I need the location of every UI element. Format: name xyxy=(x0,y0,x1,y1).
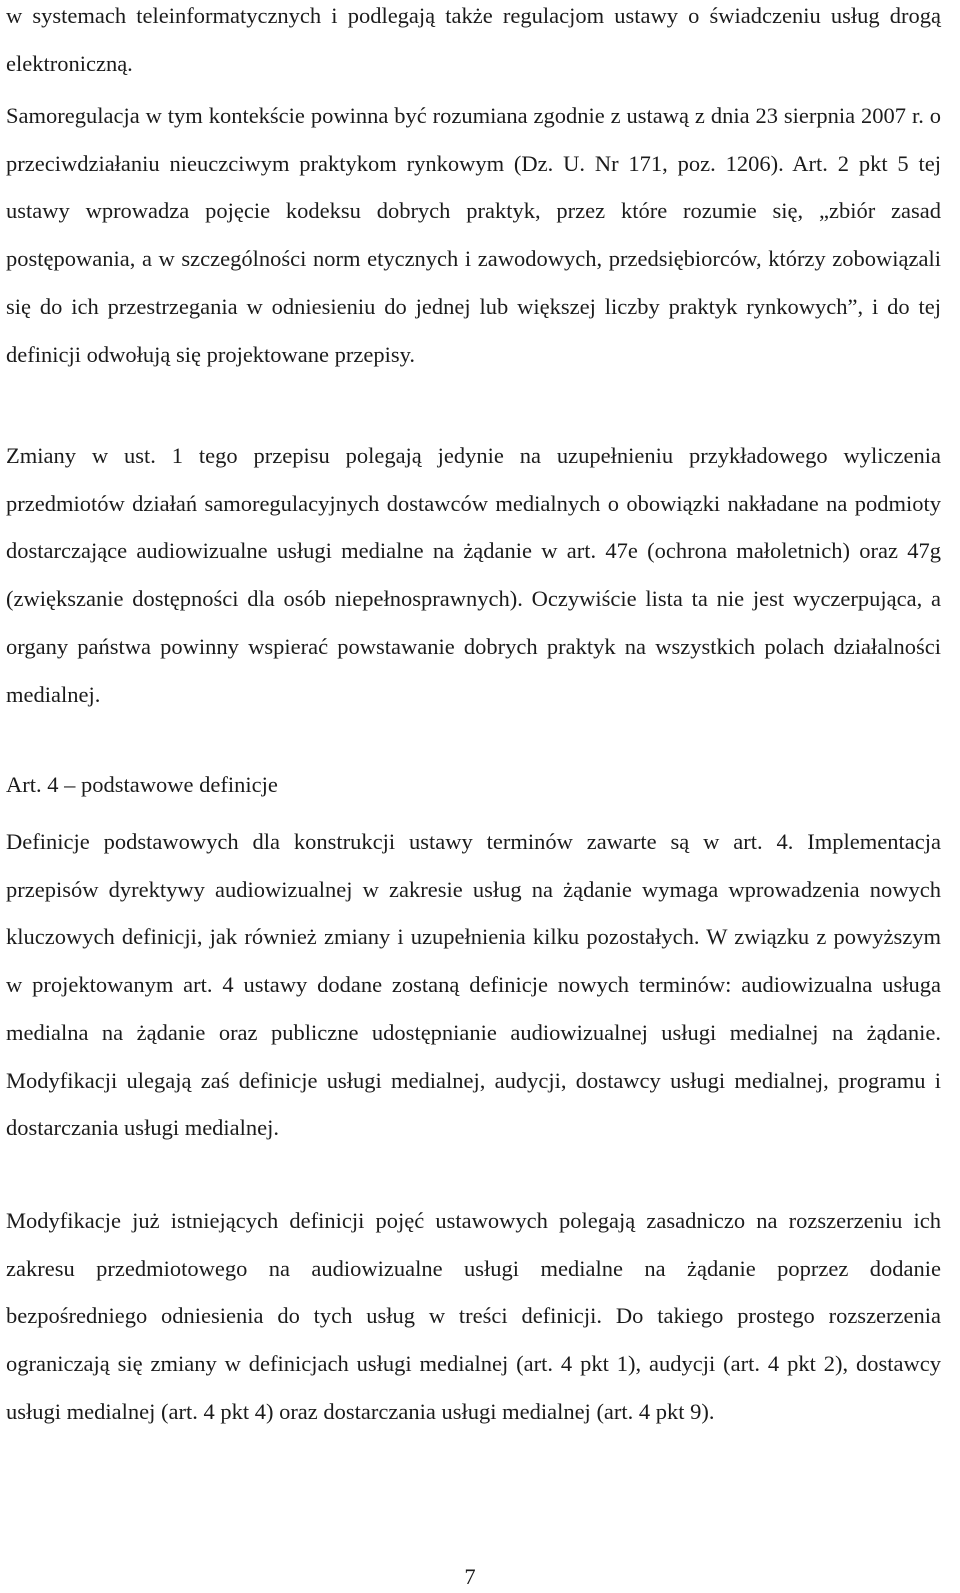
paragraph-self-regulation: Samoregulacja w tym kontekście powinna być rozumiana zgodnie z ustawą z dnia 23 sierpnia 2007 r. o przeciwdziałaniu nieuczciwym praktykom rynkowym (Dz. U. Nr 171, poz. 1206). Art. 2 pkt 5 tej ustawy wprowadza pojęcie kodeksu dobrych praktyk, przez które rozumie się, „zbiór zasad postępowania, a w szczególności norm etycznych i zawodowych, przedsiębiorców, którzy zobowiązali się do ich przestrzegania w odniesieniu do jednej lub większej liczby praktyk rynkowych”, i do tej definicji odwołują się projektowane przepisy. xyxy=(6,103,941,367)
paragraph-definitions: Definicje podstawowych dla konstrukcji ustawy terminów zawarte są w art. 4. Implementacja przepisów dyrektywy audiowizualnej w zakresie usług na żądanie wymaga wprowadzenia nowych kluczowych definicji, jak również zmiany i uzupełnienia kilku pozostałych. W związku z powyższym w projektowanym art. 4 ustawy dodane zostaną definicje nowych terminów: audiowizualna usługa medialna na żądanie oraz publiczne udostępnianie audiowizualnej usługi medialnej na żądanie. Modyfikacji ulegają zaś definicje usługi medialnej, audycji, dostawcy usługi medialnej, programu i dostarczania usługi medialnej. xyxy=(6,829,941,1141)
section-heading: Art. 4 – podstawowe definicje xyxy=(6,772,278,797)
page-number: 7 xyxy=(464,1564,476,1589)
paragraph-continuation: w systemach teleinformatycznych i podlegają także regulacjom ustawy o świadczeniu usług drogą elektroniczną. xyxy=(6,3,941,76)
paragraph-modifications: Modyfikacje już istniejących definicji pojęć ustawowych polegają zasadniczo na rozszerzeniu ich zakresu przedmiotowego na audiowizualne usługi medialne na żądanie poprzez dodanie bezpośredniego odniesienia do tych usług w treści definicji. Do takiego prostego rozszerzenia ograniczają się zmiany w definicjach usługi medialnej (art. 4 pkt 1), audycji (art. 4 pkt 2), dostawcy usługi medialnej (art. 4 pkt 4) oraz dostarczania usługi medialnej (art. 4 pkt 9). xyxy=(6,1208,941,1424)
paragraph-amendments: Zmiany w ust. 1 tego przepisu polegają jedynie na uzupełnieniu przykładowego wyliczenia przedmiotów działań samoregulacyjnych dostawców medialnych o obowiązki nakładane na podmioty dostarczające audiowizualne usługi medialne na żądanie w art. 47e (ochrona małoletnich) oraz 47g (zwiększanie dostępności dla osób niepełnosprawnych). Oczywiście lista ta nie jest wyczerpująca, a organy państwa powinny wspierać powstawanie dobrych praktyk na wszystkich polach działalności medialnej. xyxy=(6,443,941,707)
